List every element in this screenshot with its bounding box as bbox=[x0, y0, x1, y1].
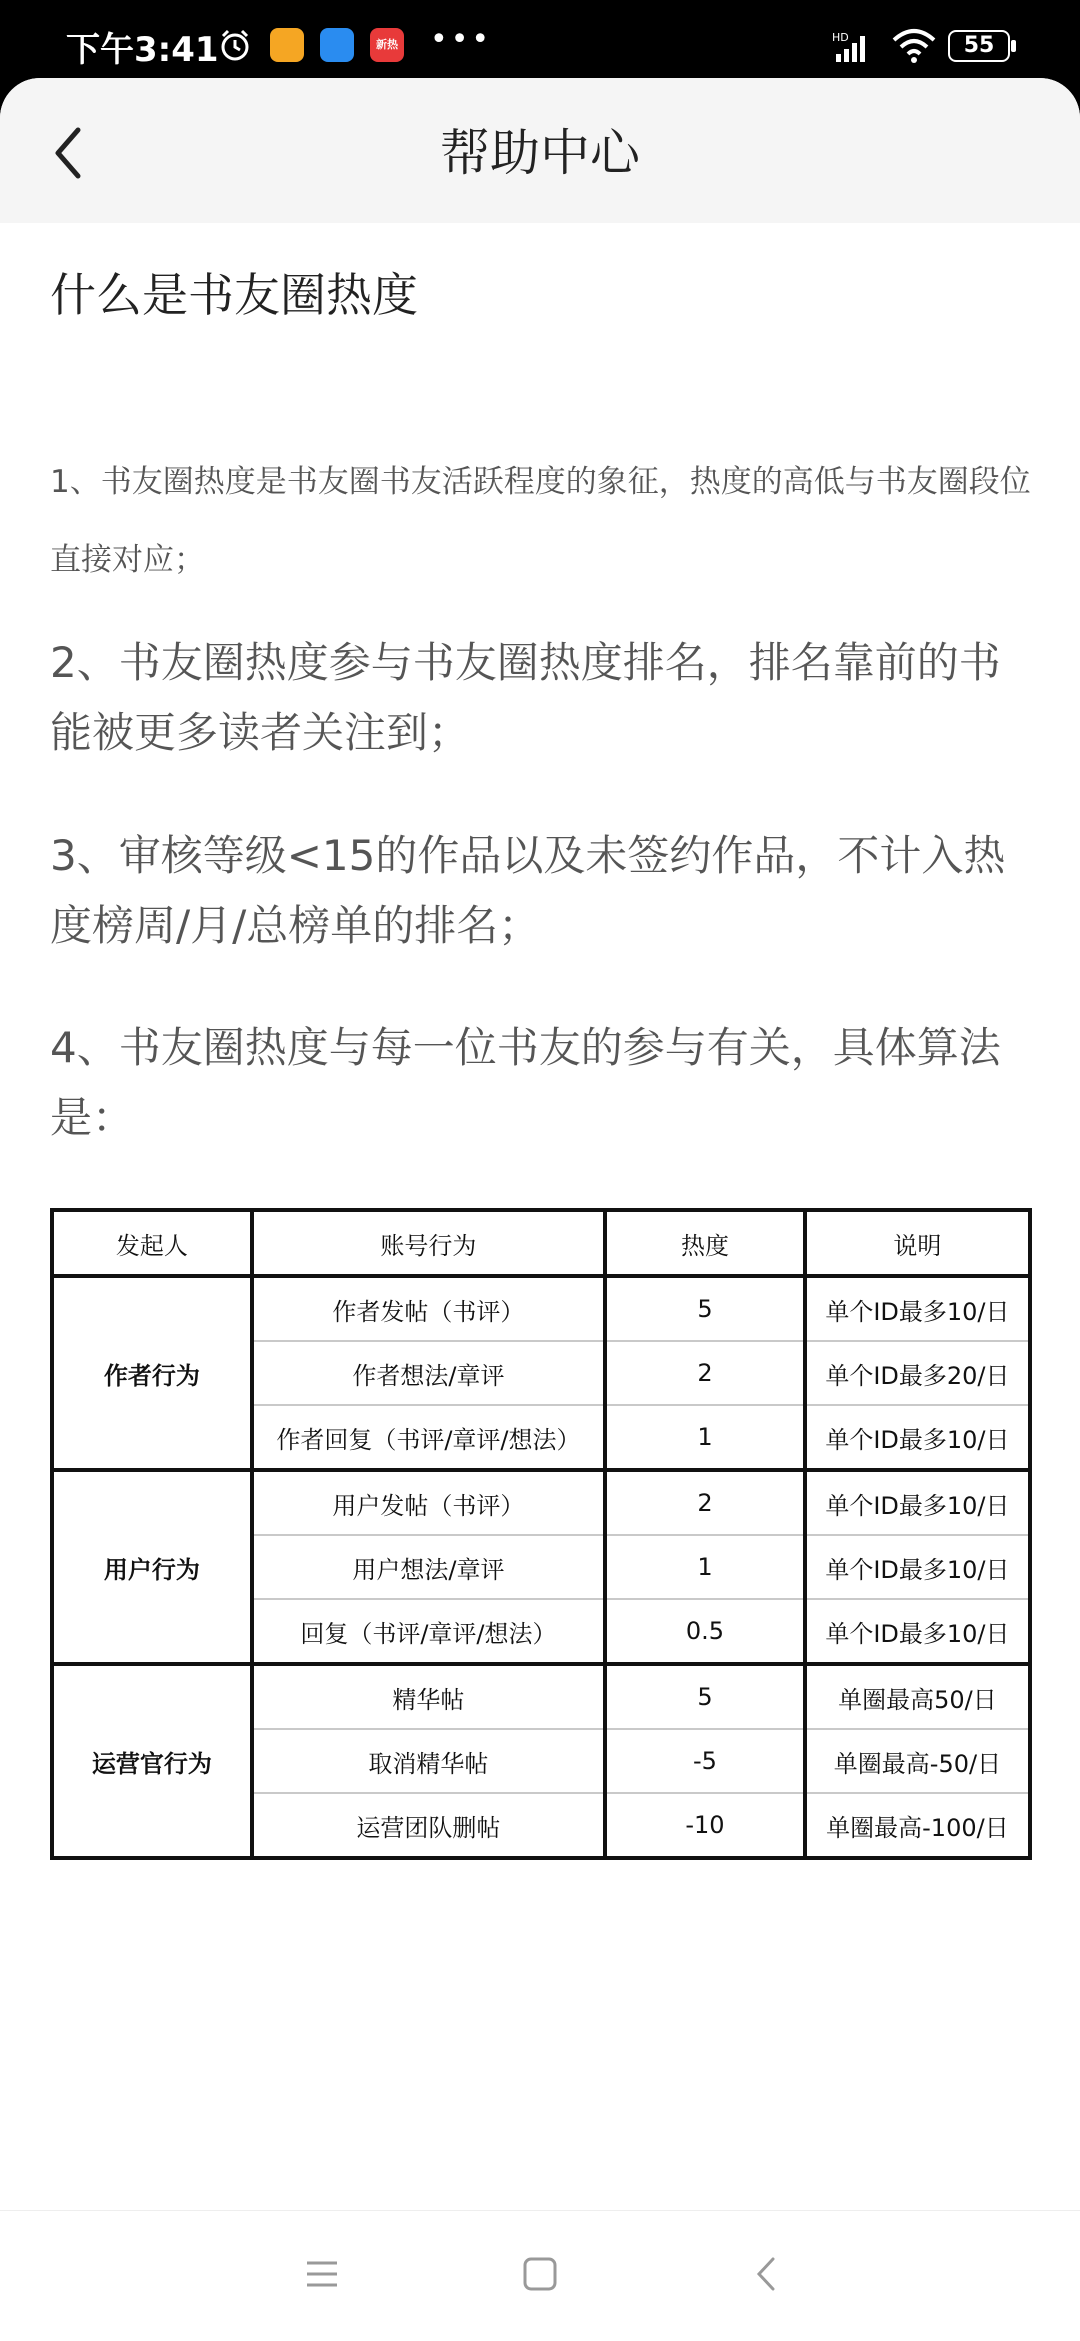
wifi-icon bbox=[892, 28, 936, 64]
article-title: 什么是书友圈热度 bbox=[50, 268, 418, 322]
cell-action: 用户想法/章评 bbox=[252, 1535, 605, 1599]
cell-heat: 2 bbox=[605, 1470, 805, 1535]
cell-heat: 0.5 bbox=[605, 1599, 805, 1664]
app-notification-icon bbox=[270, 28, 304, 62]
battery-icon bbox=[948, 30, 1018, 62]
cell-note: 单个ID最多20/日 bbox=[805, 1341, 1030, 1405]
news-app-icon: 新热 bbox=[370, 28, 404, 62]
cell-action: 作者想法/章评 bbox=[252, 1341, 605, 1405]
table-header-row bbox=[52, 1210, 1030, 1276]
battery-level: 55 bbox=[963, 33, 995, 58]
header-heat: 热度 bbox=[605, 1210, 805, 1276]
paragraph-1: 1、书友圈热度是书友圈书友活跃程度的象征，热度的高低与书友圈段位直接对应； bbox=[50, 464, 1031, 578]
cell-note: 单个ID最多10/日 bbox=[805, 1470, 1030, 1535]
alarm-clock-icon bbox=[218, 28, 252, 62]
paragraph-3: 3、审核等级<15的作品以及未签约作品，不计入热度榜周/月/总榜单的排名； bbox=[50, 831, 1006, 950]
status-time: 下午3:41 bbox=[66, 30, 219, 70]
cell-heat: -10 bbox=[605, 1793, 805, 1858]
cell-note: 单个ID最多10/日 bbox=[805, 1599, 1030, 1664]
cell-note: 单个ID最多10/日 bbox=[805, 1535, 1030, 1599]
group-author: 作者行为 bbox=[52, 1276, 252, 1470]
table-row bbox=[52, 1276, 1030, 1341]
paragraph-2: 2、书友圈热度参与书友圈热度排名，排名靠前的书能被更多读者关注到； bbox=[50, 638, 1001, 757]
group-operator: 运营官行为 bbox=[52, 1664, 252, 1858]
cell-signal-icon bbox=[832, 30, 876, 64]
table-row bbox=[52, 1470, 1030, 1535]
status-bar bbox=[0, 0, 1080, 80]
cell-action: 运营团队删帖 bbox=[252, 1793, 605, 1858]
cell-heat: 5 bbox=[605, 1664, 805, 1729]
cell-action: 取消精华帖 bbox=[252, 1729, 605, 1793]
header-action: 账号行为 bbox=[252, 1210, 605, 1276]
back-arrow-icon[interactable] bbox=[743, 2249, 793, 2299]
system-nav-bar bbox=[0, 2210, 1080, 2341]
cell-action: 作者发帖（书评） bbox=[252, 1276, 605, 1341]
cell-action: 作者回复（书评/章评/想法） bbox=[252, 1405, 605, 1470]
cell-note: 单圈最高-50/日 bbox=[805, 1729, 1030, 1793]
page-title: 帮助中心 bbox=[440, 124, 640, 182]
cell-heat: 5 bbox=[605, 1276, 805, 1341]
app-header bbox=[0, 78, 1080, 223]
chevron-left-icon[interactable] bbox=[40, 118, 100, 188]
cell-action: 用户发帖（书评） bbox=[252, 1470, 605, 1535]
heat-rules-table bbox=[50, 1208, 1032, 1850]
home-square-icon[interactable] bbox=[515, 2249, 565, 2299]
network-type-label: HD bbox=[832, 31, 849, 44]
header-initiator: 发起人 bbox=[52, 1210, 252, 1276]
cell-action: 回复（书评/章评/想法） bbox=[252, 1599, 605, 1664]
help-center-screen bbox=[0, 78, 1080, 2340]
table-row bbox=[52, 1664, 1030, 1729]
more-notifications-icon: ••• bbox=[430, 22, 493, 57]
cell-heat: -5 bbox=[605, 1729, 805, 1793]
cell-note: 单圈最高50/日 bbox=[805, 1664, 1030, 1729]
cell-heat: 1 bbox=[605, 1405, 805, 1470]
cell-action: 精华帖 bbox=[252, 1664, 605, 1729]
group-user: 用户行为 bbox=[52, 1470, 252, 1664]
cell-heat: 2 bbox=[605, 1341, 805, 1405]
chat-app-icon bbox=[320, 28, 354, 62]
cell-note: 单圈最高-100/日 bbox=[805, 1793, 1030, 1858]
menu-icon[interactable] bbox=[297, 2249, 347, 2299]
cell-heat: 1 bbox=[605, 1535, 805, 1599]
cell-note: 单个ID最多10/日 bbox=[805, 1276, 1030, 1341]
header-note: 说明 bbox=[805, 1210, 1030, 1276]
paragraph-4: 4、书友圈热度与每一位书友的参与有关，具体算法是： bbox=[50, 1023, 1001, 1142]
cell-note: 单个ID最多10/日 bbox=[805, 1405, 1030, 1470]
